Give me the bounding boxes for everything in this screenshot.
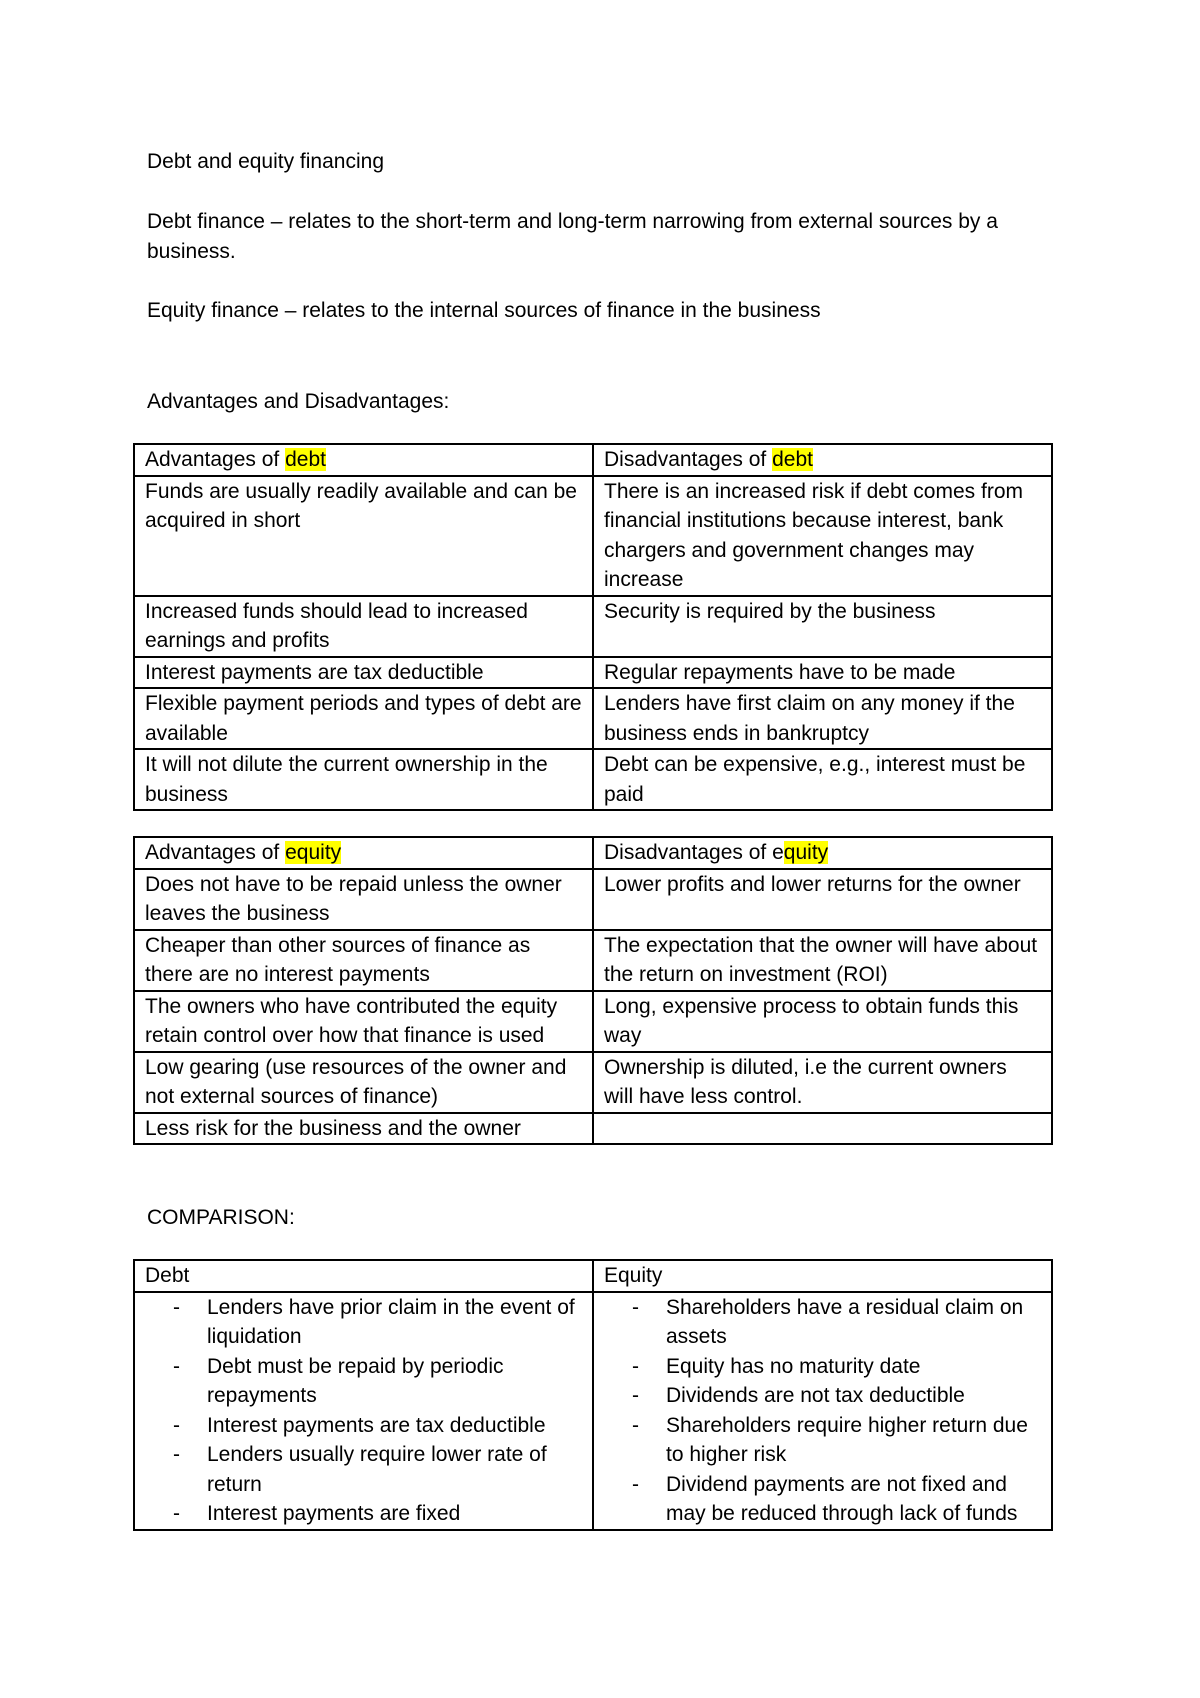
table-cell: Cheaper than other sources of finance as there are no interest payments [134, 930, 593, 991]
table-cell: Low gearing (use resources of the owner and not external sources of finance) [134, 1052, 593, 1113]
table-header-row [134, 444, 1052, 476]
debt-points-list [145, 1293, 582, 1529]
list-item: - Lenders usually require lower rate of return [207, 1440, 582, 1499]
document-title: Debt and equity financing [147, 150, 384, 173]
list-item: - Shareholders require higher return due to higher risk [666, 1411, 1041, 1470]
header-cell-debt: Debt [134, 1260, 593, 1292]
equity-points-cell [593, 1292, 1052, 1530]
table-cell: Debt can be expensive, e.g., interest must be paid [593, 749, 1052, 810]
table-row [134, 657, 1052, 689]
table-row [134, 1052, 1052, 1113]
table-row [134, 688, 1052, 749]
header-cell-disadvantages-debt: Disadvantages of debt [593, 444, 1052, 476]
equity-table [133, 836, 1053, 1145]
header-cell-equity: Equity [593, 1260, 1052, 1292]
table-cell: Less risk for the business and the owner [134, 1113, 593, 1145]
highlighted-word: quity [783, 841, 829, 864]
table-cell: Security is required by the business [593, 596, 1052, 657]
list-item: - Interest payments are fixed [207, 1499, 582, 1529]
table-cell: Long, expensive process to obtain funds this way [593, 991, 1052, 1052]
table-cell: Does not have to be repaid unless the owner leaves the business [134, 869, 593, 930]
equity-points-list [604, 1293, 1041, 1529]
table-cell: The expectation that the owner will have about the return on investment (ROI) [593, 930, 1052, 991]
table-row [134, 869, 1052, 930]
table-cell: Lenders have first claim on any money if the business ends in bankruptcy [593, 688, 1052, 749]
table-header-row [134, 837, 1052, 869]
table-header-row [134, 1260, 1052, 1292]
adv-disadv-heading: Advantages and Disadvantages: [147, 390, 450, 413]
highlighted-word: debt [772, 448, 813, 471]
table-row [134, 1292, 1052, 1530]
debt-points-cell [134, 1292, 593, 1530]
table-row [134, 749, 1052, 810]
debt-table [133, 443, 1053, 811]
table-cell: The owners who have contributed the equity retain control over how that finance is used [134, 991, 593, 1052]
list-item: - Debt must be repaid by periodic repayments [207, 1352, 582, 1411]
list-item: - Dividend payments are not fixed and may be reduced through lack of funds [666, 1470, 1041, 1529]
table-cell: Regular repayments have to be made [593, 657, 1052, 689]
table-cell [593, 1113, 1052, 1145]
highlighted-word: debt [285, 448, 326, 471]
table-cell: Lower profits and lower returns for the owner [593, 869, 1052, 930]
header-cell-advantages-equity: Advantages of equity [134, 837, 593, 869]
debt-definition: Debt finance – relates to the short-term and long-term narrowing from external sources by a business. [147, 210, 998, 263]
list-item: - Lenders have prior claim in the event of liquidation [207, 1293, 582, 1352]
header-cell-disadvantages-equity: Disadvantages of equity [593, 837, 1052, 869]
list-item: - Equity has no maturity date [666, 1352, 1041, 1382]
table-cell: Increased funds should lead to increased earnings and profits [134, 596, 593, 657]
list-item: - Interest payments are tax deductible [207, 1411, 582, 1441]
list-item: - Dividends are not tax deductible [666, 1381, 1041, 1411]
table-row [134, 991, 1052, 1052]
table-cell: It will not dilute the current ownership in the business [134, 749, 593, 810]
table-cell: There is an increased risk if debt comes from financial institutions because interest, bank chargers and government changes may increase [593, 476, 1052, 596]
table-row [134, 476, 1052, 596]
comparison-table [133, 1259, 1053, 1531]
table-cell: Flexible payment periods and types of debt are available [134, 688, 593, 749]
comparison-heading: COMPARISON: [147, 1206, 295, 1229]
table-row [134, 596, 1052, 657]
list-item: - Shareholders have a residual claim on assets [666, 1293, 1041, 1352]
table-row [134, 1113, 1052, 1145]
table-row [134, 930, 1052, 991]
equity-definition: Equity finance – relates to the internal sources of finance in the business [147, 299, 821, 322]
highlighted-word: equity [285, 841, 342, 864]
header-cell-advantages-debt: Advantages of debt [134, 444, 593, 476]
table-cell: Interest payments are tax deductible [134, 657, 593, 689]
table-cell: Funds are usually readily available and can be acquired in short [134, 476, 593, 596]
table-cell: Ownership is diluted, i.e the current owners will have less control. [593, 1052, 1052, 1113]
